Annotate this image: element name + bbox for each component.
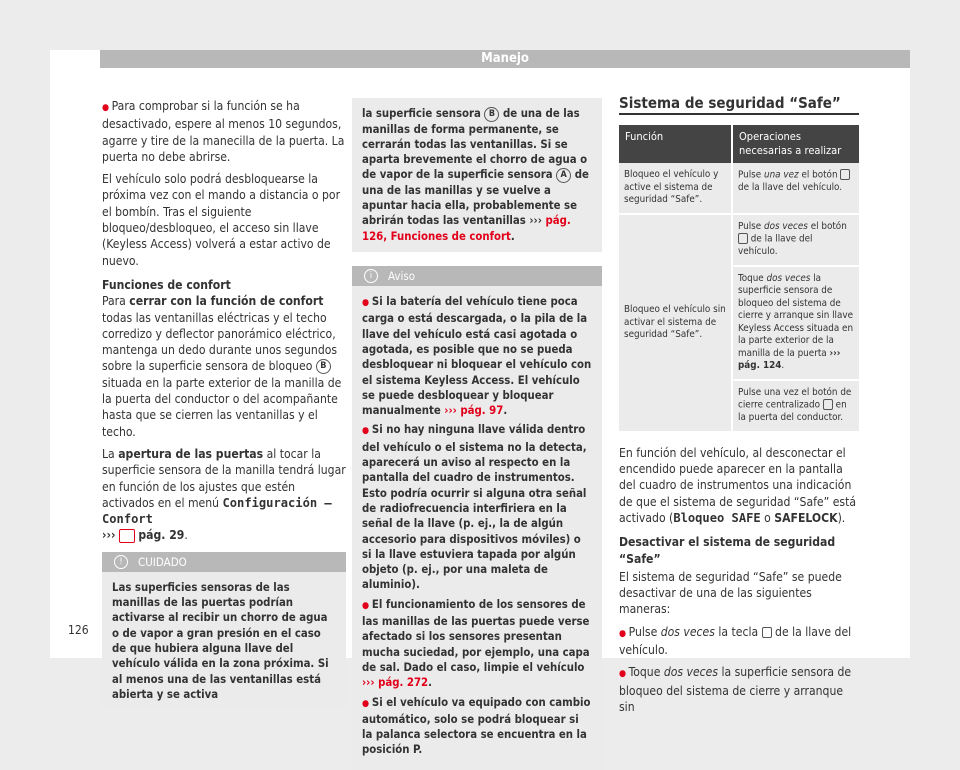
column-right xyxy=(619,94,859,721)
lock-icon xyxy=(738,233,748,244)
lock-icon xyxy=(762,627,772,638)
table-cell: Toque dos veces la superficie sensora de bloqueo del sistema de cierre y arranque sin llave Keyless Access situada en la parte exterior de la manilla de la puerta ››› pág. 124. xyxy=(732,266,859,380)
aviso-item: ● Si la batería del vehículo tiene poca carga o está descargada, o la pila de la llave del vehículo está casi agotada o agotada, es posible que no se pueda desbloquear ni bloquear el vehículo con el sistema Keyless Access. El vehículo se puede desbloquear y bloquear manualmente ››› pág. 97. xyxy=(362,294,592,418)
table-cell: Pulse dos veces el botón de la llave del vehículo. xyxy=(732,214,859,266)
deactivate-title: Desactivar el sistema de seguridad “Safe” xyxy=(619,535,836,566)
lock-icon xyxy=(840,169,850,180)
aviso-item: ● Si el vehículo va equipado con cambio automático, solo se podrá bloquear si la palanca selectora se encuentra en la posición P. xyxy=(362,695,592,758)
document-icon xyxy=(119,529,135,543)
page-ref-link[interactable]: ››› pág. 124 xyxy=(738,347,841,372)
page-ref-link[interactable]: ››› pág. 272 xyxy=(362,676,429,690)
table-cell: Bloqueo el vehículo sin activar el sistema de seguridad “Safe”. xyxy=(619,214,732,432)
table-cell: Pulse una vez el botón de cierre centralizado en la puerta del conductor. xyxy=(732,380,859,432)
section-title: Sistema de seguridad “Safe” xyxy=(619,95,859,115)
info-icon: i xyxy=(364,269,378,283)
page-ref-link[interactable]: pág. 29 xyxy=(138,528,185,543)
caution-continuation-box xyxy=(352,98,602,252)
apertura-paragraph: La apertura de las puertas al tocar la superficie sensora de la manilla tendrá lugar en función de los ajustes que estén activados en el menú Configuración – Confort ››› pág. 29. xyxy=(102,446,346,543)
aviso-header: i Aviso xyxy=(352,266,602,286)
warning-icon: ! xyxy=(114,555,128,569)
section-header: Manejo xyxy=(100,50,910,68)
manual-page xyxy=(50,50,910,757)
confort-paragraph: Funciones de confort Para cerrar con la función de confort todas las ventanillas eléctricas y el techo corredizo y deflector panorámico eléctrico, mantenga un dedo durante unos segundos sobre la superficie sensora de bloqueo B situada en la parte exterior de la manilla de la puerta del conductor o del acompañante hasta que se cierren las ventanillas y el techo. xyxy=(102,277,342,439)
page-ref-link[interactable]: pág. 126, Funciones de confort xyxy=(362,214,571,243)
paragraph-unlock-next: El vehículo solo podrá desbloquearse la próxima vez con el mando a distancia o por el bombín. Tras el siguiente bloqueo/desbloqueo, el acceso sin llave (Keyless Access) volverá a estar activo de nuevo. xyxy=(102,172,341,268)
caution-body: Las superficies sensoras de las manillas de las puertas podrían activarse al recibir un chorro de agua o de vapor a gran presión en el caso de que hubiera alguna llave del vehículo válida en la zona próxima. Si al menos una de las ventanillas está abierta y se activa xyxy=(112,580,329,701)
confort-title: Funciones de confort xyxy=(102,277,231,292)
caution-header: ! CUIDADO xyxy=(102,552,346,572)
deactivate-bullet: ● Pulse dos veces la tecla de la llave del vehículo. xyxy=(619,624,859,659)
lock-icon xyxy=(823,399,833,410)
marker-b-icon: B xyxy=(316,359,331,374)
safe-indicator-paragraph: En función del vehículo, al desconectar el encendido puede aparecer en la pantalla del cuadro de instrumentos una indicación de que el sistema de seguridad “Safe” está activado (Bloqueo SAFE o SAFELOCK). xyxy=(619,445,857,525)
aviso-item: ● El funcionamiento de los sensores de las manillas de las puertas puede verse afectado si los sensores presentan mucha suciedad, por ejemplo, una capa de sal. Dado el caso, limpie el vehículo ››› pág. 272. xyxy=(362,597,592,691)
table-row xyxy=(619,214,859,266)
column-middle xyxy=(352,98,602,770)
table-cell: Pulse una vez el botón de la llave del vehículo. xyxy=(732,163,859,214)
caution-continuation-body: la superficie sensora B de una de las manillas de forma permanente, se cerrarán todas las ventanillas. Si se aparta brevemente el chorro de agua o de vapor de la superficie sensora A de una de las manillas y se vuelve a apuntar hacia ella, probablemente se abrirán todas las ventanillas ››› pág. 126, Funciones de confort. xyxy=(362,107,589,243)
aviso-box xyxy=(352,266,602,770)
table-row xyxy=(619,163,859,214)
deactivate-paragraph: El sistema de seguridad “Safe” se puede desactivar de una de las siguientes maneras: xyxy=(619,569,842,617)
table-header-row xyxy=(619,125,859,163)
table-cell: Bloqueo el vehículo y active el sistema de seguridad “Safe”. xyxy=(619,163,732,214)
marker-b-icon: B xyxy=(484,107,499,122)
table-header: Función xyxy=(619,125,732,163)
page-ref-link[interactable]: ››› pág. 97 xyxy=(444,404,504,418)
aviso-item: ● Si no hay ninguna llave válida dentro del vehículo o el sistema no la detecta, aparecerá un aviso al respecto en la pantalla del cuadro de instrumentos. Esto podría ocurrir si alguna otra señal de radiofrecuencia interfiriera en la señal de la llave (p. ej., la de algún accesorio para dispositivos móviles) o si la llave estuviera tapada por algún objeto (p. ej., por una maleta de aluminio). xyxy=(362,422,592,592)
marker-a-icon: A xyxy=(556,168,571,183)
deactivate-bullet: ● Toque dos veces la superficie sensora de bloqueo del sistema de cierre y arranque sin xyxy=(619,664,859,715)
menu-path: Configuración – Confort xyxy=(102,495,332,527)
page-number: 126 xyxy=(68,623,89,637)
aviso-body xyxy=(352,286,602,770)
bullet-check-function: ● Para comprobar si la función se ha desactivado, espere al menos 10 segundos, agarre y tire de la manecilla de la puerta. La puerta no debe abrirse. xyxy=(102,98,346,165)
column-left xyxy=(102,98,346,710)
safe-table xyxy=(619,125,859,433)
caution-box xyxy=(102,552,346,710)
table-header: Operaciones necesarias a realizar xyxy=(732,125,859,163)
